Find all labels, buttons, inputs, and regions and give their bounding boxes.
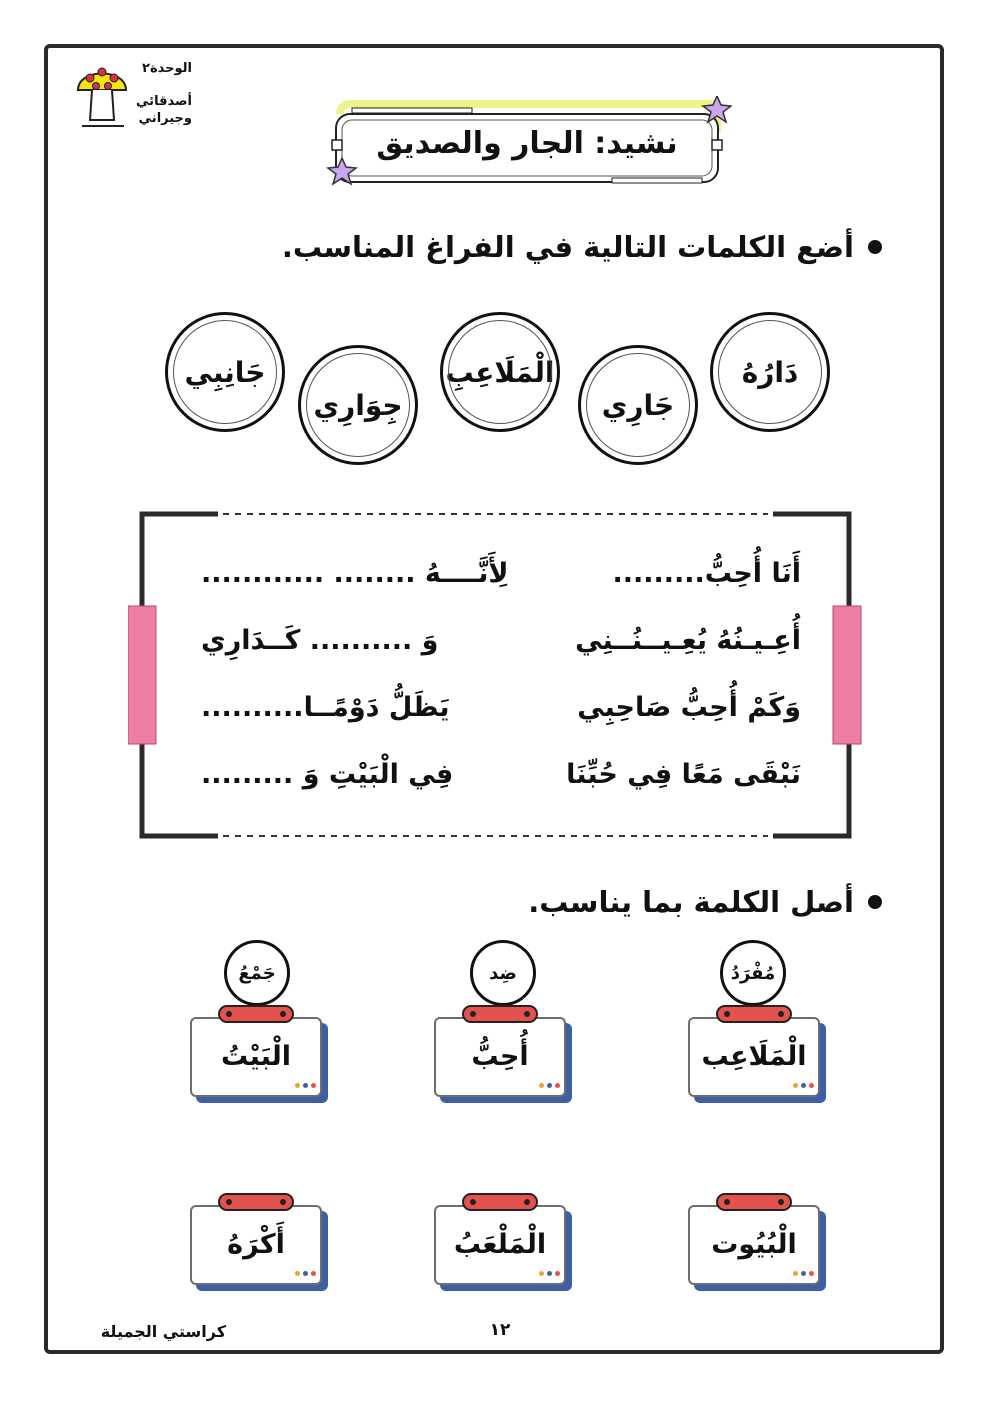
mushroom-icon — [72, 60, 132, 130]
dots-icon — [539, 1271, 560, 1276]
dots-icon — [539, 1083, 560, 1088]
exercise2-instruction — [528, 885, 882, 919]
poem-line-left: فِي الْبَيْتِ وَ ......... — [201, 759, 454, 790]
word-circle: الْمَلَاعِبِ — [440, 312, 560, 432]
title-plaque — [322, 96, 732, 190]
unit-title-line2: وجيراني — [138, 111, 192, 126]
poem-line-right: أُعِـيـنُهُ يُعِـيــنُــنِي — [575, 625, 801, 656]
label-plural: جَمْعُ — [224, 940, 290, 1006]
poem-line-left: يَظَلُّ دَوْمًــا.......... — [201, 692, 450, 723]
poem-line — [201, 558, 801, 589]
match-card[interactable] — [688, 1005, 826, 1103]
unit-label: الوحدة٢ — [142, 61, 192, 76]
exercise1-instruction — [282, 230, 882, 264]
clip-icon — [716, 1005, 792, 1023]
bullet-icon — [868, 895, 882, 909]
dots-icon — [295, 1271, 316, 1276]
clip-icon — [716, 1193, 792, 1211]
match-card[interactable] — [688, 1193, 826, 1291]
poem-line — [201, 692, 801, 723]
poem-line — [201, 759, 801, 790]
clip-icon — [218, 1193, 294, 1211]
poem-line-left: لِأَنَّــــهُ ........ ............ — [201, 558, 509, 589]
poem-line — [201, 625, 801, 656]
card-word: الْمَلَاعِب — [701, 1040, 807, 1072]
label-opposite: ضِد — [470, 940, 536, 1006]
card-word: الْبُيُوت — [711, 1228, 797, 1260]
unit-text — [136, 60, 192, 127]
footer-brand: كراستي الجميلة — [100, 1322, 226, 1341]
card-word: الْبَيْتُ — [220, 1040, 292, 1072]
poem-line-left: وَ .......... كَــدَارِي — [201, 625, 439, 656]
match-card[interactable] — [434, 1005, 572, 1103]
page-title: نشيد: الجار والصديق — [376, 125, 678, 161]
unit-title-line1: أصدقائي — [136, 94, 192, 109]
match-card[interactable] — [434, 1193, 572, 1291]
match-card[interactable] — [190, 1193, 328, 1291]
poem-line-right: وَكَمْ أُحِبُّ صَاحِبِي — [577, 692, 801, 723]
word-circle: جَارِي — [578, 345, 698, 465]
poem-line-right: أَنَا أُحِبُّ......... — [612, 558, 801, 589]
page-number: ١٢ — [489, 1320, 511, 1340]
word-circle: جَانِبِي — [165, 312, 285, 432]
exercise2-instruction-text: أصل الكلمة بما يناسب. — [528, 885, 854, 919]
card-word: أَكْرَهُ — [227, 1228, 285, 1260]
dots-icon — [295, 1083, 316, 1088]
dots-icon — [793, 1083, 814, 1088]
word-circle: جِوَارِي — [298, 345, 418, 465]
poem-frame — [128, 510, 863, 840]
exercise1-instruction-text: أضع الكلمات التالية في الفراغ المناسب. — [281, 230, 854, 264]
clip-icon — [218, 1005, 294, 1023]
clip-icon — [462, 1193, 538, 1211]
card-word: أُحِبُّ — [471, 1040, 529, 1072]
clip-icon — [462, 1005, 538, 1023]
dots-icon — [793, 1271, 814, 1276]
card-word: الْمَلْعَبُ — [453, 1228, 547, 1260]
poem-line-right: نَبْقَى مَعًا فِي حُبِّنَا — [566, 759, 801, 790]
unit-badge — [72, 60, 192, 150]
bullet-icon — [868, 240, 882, 254]
match-card[interactable] — [190, 1005, 328, 1103]
word-circle: دَارُهُ — [710, 312, 830, 432]
label-singular: مُفْرَدُ — [720, 940, 786, 1006]
